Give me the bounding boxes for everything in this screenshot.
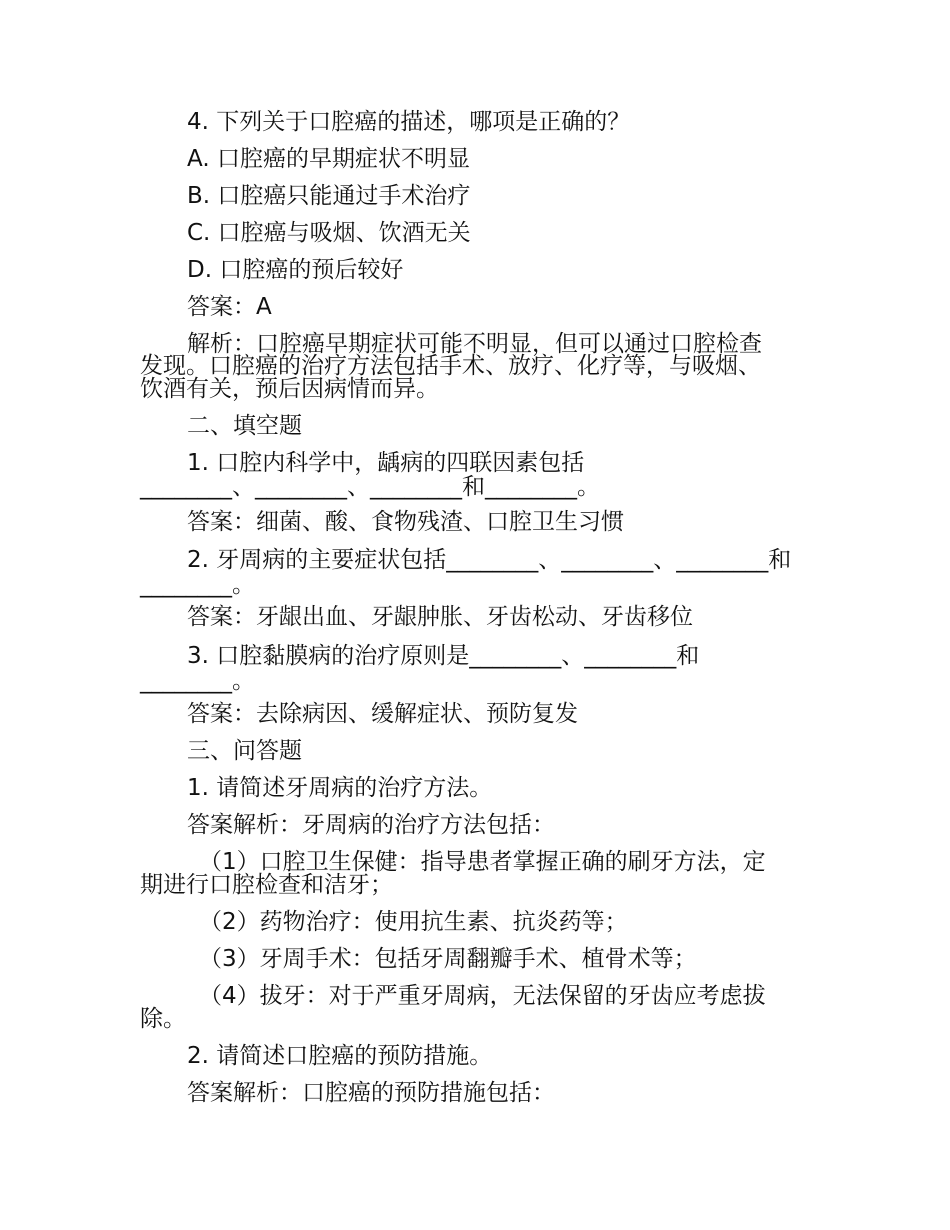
qa-answer-1-item-2: （2）药物治疗：使用抗生素、抗炎药等； — [199, 909, 628, 935]
section-heading-fill-in: 二、填空题 — [187, 413, 302, 439]
fill-question-2-blanks: ________。 — [140, 572, 255, 598]
question-4: 4. 下列关于口腔癌的描述，哪项是正确的？ — [187, 109, 631, 135]
fill-answer-2: 答案：牙龈出血、牙龈肿胀、牙齿松动、牙齿移位 — [187, 604, 693, 630]
fill-question-1-blanks: ________、________、________和________。 — [140, 474, 600, 500]
option-b: B. 口腔癌只能通过手术治疗 — [187, 183, 471, 209]
fill-question-3: 3. 口腔黏膜病的治疗原则是________、________和 — [187, 643, 700, 669]
qa-answer-2-intro: 答案解析：口腔癌的预防措施包括： — [187, 1080, 555, 1106]
explanation-line-2: 发现。口腔癌的治疗方法包括手术、放疗、化疗等，与吸烟、 — [140, 353, 761, 379]
section-heading-qa: 三、问答题 — [187, 738, 302, 764]
fill-question-2: 2. 牙周病的主要症状包括________、________、________和 — [187, 547, 792, 573]
option-d: D. 口腔癌的预后较好 — [187, 257, 404, 283]
qa-answer-1-intro: 答案解析：牙周病的治疗方法包括： — [187, 812, 555, 838]
answer-line: 答案：A — [187, 294, 272, 320]
fill-question-1: 1. 口腔内科学中，龋病的四联因素包括 — [187, 450, 585, 476]
qa-question-1: 1. 请简述牙周病的治疗方法。 — [187, 775, 493, 801]
explanation-line-3: 饮酒有关，预后因病情而异。 — [140, 376, 439, 402]
fill-answer-1: 答案：细菌、酸、食物残渣、口腔卫生习惯 — [187, 509, 624, 535]
option-c: C. 口腔癌与吸烟、饮酒无关 — [187, 220, 471, 246]
explanation-line-1: 解析：口腔癌早期症状可能不明显，但可以通过口腔检查 — [187, 331, 762, 357]
fill-question-3-blanks: ________。 — [140, 668, 255, 694]
option-a: A. 口腔癌的早期症状不明显 — [187, 146, 470, 172]
qa-answer-1-item-1: （1）口腔卫生保健：指导患者掌握正确的刷牙方法，定 — [199, 849, 766, 875]
qa-answer-1-item-3: （3）牙周手术：包括牙周翻瓣手术、植骨术等； — [199, 946, 697, 972]
qa-answer-1-item-4-cont: 除。 — [140, 1006, 186, 1032]
fill-answer-3: 答案：去除病因、缓解症状、预防复发 — [187, 701, 578, 727]
qa-answer-1-item-4: （4）拔牙：对于严重牙周病，无法保留的牙齿应考虑拔 — [199, 983, 766, 1009]
qa-answer-1-item-1-cont: 期进行口腔检查和洁牙； — [140, 872, 393, 898]
qa-question-2: 2. 请简述口腔癌的预防措施。 — [187, 1043, 493, 1069]
